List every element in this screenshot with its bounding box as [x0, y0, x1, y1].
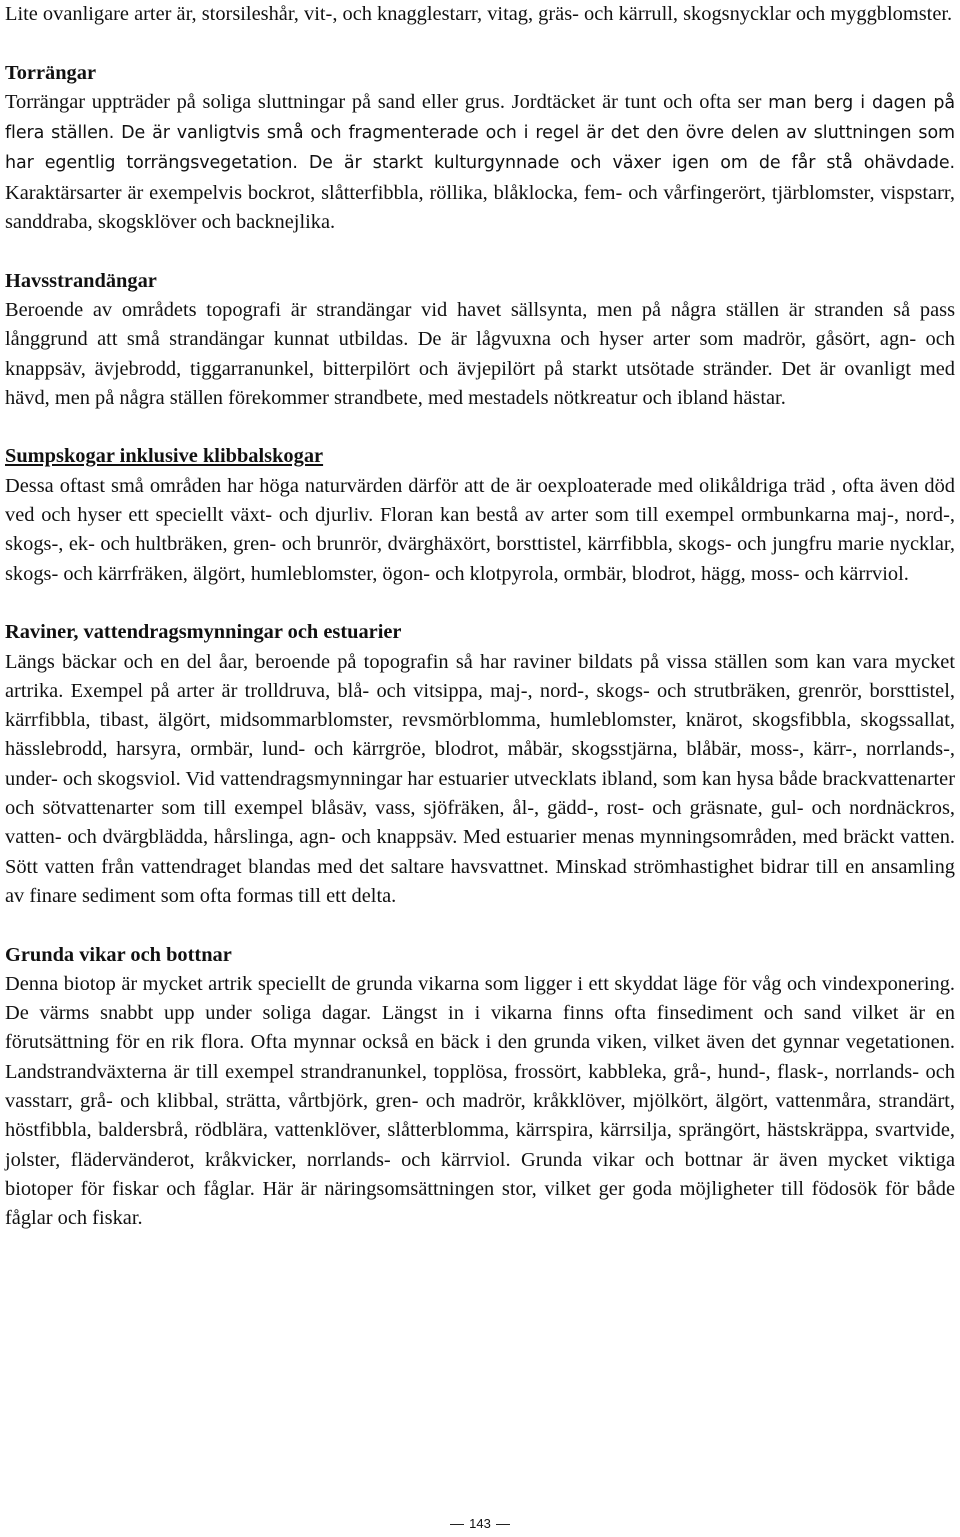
intro-paragraph: Lite ovanligare arter är, storsileshår, vit-, och knagglestarr, vitag, gräs- och kärrull, skogsnycklar och myggblomster.	[5, 3, 953, 25]
grunda-vikar-section	[5, 941, 955, 1234]
torrangar-text-sans: man berg i dagen på flera ställen. De är vanligtvis små och fragmenterade och i regel är det den övre delen av sluttningen som har egentlig torrängsvegetation. De är starkt kulturgynnade och växer igen om de får stå ohävdade.	[5, 92, 956, 174]
page-number: 143	[469, 1516, 491, 1531]
footer-dash-left	[450, 1524, 464, 1525]
torrangar-section	[5, 59, 955, 238]
havsstrandangar-paragraph: Beroende av områdets topografi är strandängar vid havet sällsynta, men på några ställen är stranden så pass långgrund att små strandängar kunnat utbildas. De är lågvuxna och hyser arter som madrör, gåsört, agn- och knappsäv, ävjebrodd, tiggarranunkel, bitterpilört och ävjepilört på starkt utsötade stränder. Det är ovanligt med hävd, men på några ställen förekommer strandbete, med mestadels nötkreatur och ibland hästar.	[5, 298, 955, 409]
section-heading-sumpskogar: Sumpskogar inklusive klibbalskogar	[5, 445, 324, 468]
section-heading-grunda-vikar: Grunda vikar och bottnar	[5, 943, 232, 966]
sumpskogar-section	[5, 442, 955, 588]
raviner-paragraph: Längs bäckar och en del åar, beroende på topografin så har raviner bildats på vissa ställen som kan vara mycket artrika. Exempel på arter är trolldruva, blå- och vitsippa, maj-, nord-, skogs- och strutbräken, grenrör, borsttistel, kärrfibbla, tibast, älgört, midsommarblomster, revsmörblomma, humleblomster, knärot, skogsfibbla, skogssallat, hässlebrodd, harsyra, ormbär, lund- och kärrgröe, blodrot, måbär, skogsstjärna, blåbär, moss-, kärr-, norrlands-, under- och skogsviol. Vid vattendragsmynningar har estuarier utvecklats ibland, som kan hysa både brackvattenarter och sötvattenarter som till exempel blåsäv, vass, sjöfräken, ål-, gädd-, rost- och gräsnate, gul- och nordnäckros, vatten- och dvärgblädda, hårslinga, agn- och knappsäv. Med estuarier menas mynningsområden, med bräckt vatten. Sött vatten från vattendraget blandas med det saltare havsvattnet. Minskad strömhastighet bidrar till en ansamling av finare sediment som ofta formas till ett delta.	[5, 650, 955, 907]
section-heading-havsstrandangar: Havsstrandängar	[5, 269, 157, 292]
document-page	[5, 0, 955, 1263]
havsstrandangar-section	[5, 267, 955, 413]
raviner-section	[5, 618, 955, 911]
intro-section	[5, 0, 955, 29]
torrangar-text-b: Karaktärsarter är exempelvis bockrot, slåtterfibbla, röllika, blåklocka, fem- och vårfingerört, tjärblomster, vispstarr, sanddraba, skogsklöver och backnejlika.	[5, 181, 955, 234]
torrangar-text-a: Torrängar uppträder på soliga sluttningar på sand eller grus. Jordtäcket är tunt och ofta ser	[5, 90, 769, 113]
grunda-vikar-paragraph: Denna biotop är mycket artrik speciellt de grunda vikarna som ligger i ett skyddat läge för våg och vindexponering. De värms snabbt upp under soliga dagar. Längst in i vikarna finns ofta finsediment och sand vilket är en förutsättning för en rik flora. Ofta mynnar också en bäck i den grunda viken, vilket även det gynnar vegetationen. Landstrandväxterna är till exempel strandranunkel, topplösa, frossört, kabbleka, grå-, hund-, flask-, norrlands- och vasstarr, grå- och klibbal, strätta, vårtbjörk, gren- och madrör, kråkklöver, mjölkört, älgört, vattenmåra, strandärt, höstfibbla, baldersbrå, rödblära, vattenklöver, slåtterblomma, kärrspira, kärrsilja, sprängört, hästskräppa, svartvide, jolster, flädervänderot, kråkvicker, norrlands- och kärrviol. Grunda vikar och bottnar är även mycket viktiga biotoper för fiskar och fåglar. Här är näringsomsättningen stor, vilket ger goda möjligheter till födosök för både fåglar och fiskar.	[5, 972, 955, 1230]
section-heading-torrangar: Torrängar	[5, 61, 97, 84]
section-heading-raviner: Raviner, vattendragsmynningar och estuarier	[5, 621, 402, 644]
sumpskogar-paragraph: Dessa oftast små områden har höga naturvärden därför att de är oexploaterade med olikåldriga träd , ofta även död ved och hyser ett speciellt växt- och djurliv. Floran kan bestå av arter som till exempel ormbunkarna maj-, nord-, skogs-, ek- och hultbräken, gren- och brunrör, dvärghäxört, borsttistel, kärrfibbla, skogs- och jungfru marie nycklar, skogs- och kärrfräken, älgört, humleblomster, ögon- och klotpyrola, ormbär, blodrot, hägg, moss- och kärrviol.	[5, 474, 955, 585]
footer-dash-right	[496, 1524, 510, 1525]
torrangar-paragraph	[5, 88, 955, 237]
page-footer	[0, 1516, 960, 1532]
